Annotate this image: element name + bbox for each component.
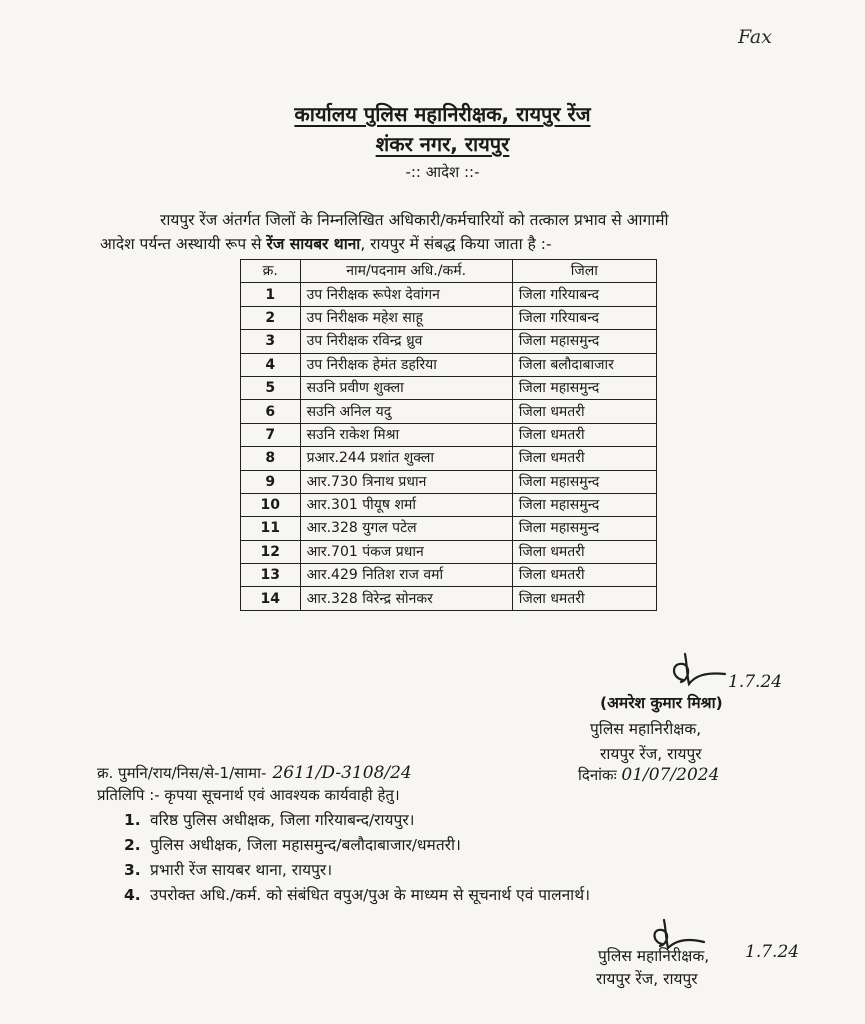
table-header-row: [241, 260, 657, 283]
cell-name: आर.730 त्रिनाथ प्रधान: [300, 470, 512, 493]
footer-designation: पुलिस महानिरीक्षक,: [598, 947, 710, 965]
cell-district: जिला धमतरी: [512, 540, 656, 563]
table-row: [241, 470, 657, 493]
cell-serial: 12: [241, 540, 301, 563]
cell-serial: 14: [241, 587, 301, 610]
intro-line-1: रायपुर रेंज अंतर्गत जिलों के निम्नलिखित अधिकारी/कर्मचारियों को तत्काल प्रभाव से आगामी: [160, 211, 669, 229]
cell-name: सउनि राकेश मिश्रा: [300, 423, 512, 446]
intro-line-2: आदेश पर्यन्त अस्थायी रूप से रेंज सायबर थाना, रायपुर में संबद्ध किया जाता है :-: [100, 235, 552, 253]
table-row: [241, 353, 657, 376]
table-row: [241, 306, 657, 329]
cell-name: सउनि अनिल यदु: [300, 400, 512, 423]
cell-name: आर.328 विरेन्द्र सोनकर: [300, 587, 512, 610]
copy-to-item: 1. वरिष्ठ पुलिस अधीक्षक, जिला गरियाबन्द/रायपुर।: [124, 811, 415, 829]
order-date: दिनांकः 01/07/2024: [578, 765, 720, 785]
cell-district: जिला महासमुन्द: [512, 376, 656, 399]
cell-district: जिला महासमुन्द: [512, 493, 656, 516]
header-name: नाम/पदनाम अधि./कर्म.: [300, 260, 512, 283]
header-serial: क्र.: [241, 260, 301, 283]
table-row: [241, 330, 657, 353]
cell-name: आर.429 नितिश राज वर्मा: [300, 564, 512, 587]
cell-name: उप निरीक्षक रूपेश देवांगन: [300, 283, 512, 306]
cell-serial: 9: [241, 470, 301, 493]
order-title: -:: आदेश ::-: [405, 163, 480, 181]
cell-serial: 8: [241, 447, 301, 470]
cell-name: उप निरीक्षक हेमंत डहरिया: [300, 353, 512, 376]
office-address: शंकर नगर, रायपुर: [375, 132, 510, 156]
table-row: [241, 376, 657, 399]
cell-district: जिला महासमुन्द: [512, 330, 656, 353]
cell-serial: 6: [241, 400, 301, 423]
cell-name: आर.701 पंकज प्रधान: [300, 540, 512, 563]
table-row: [241, 400, 657, 423]
table-row: [241, 540, 657, 563]
cell-serial: 2: [241, 306, 301, 329]
signature-date: 1.7.24: [728, 672, 783, 692]
cell-name: उप निरीक्षक महेश साहू: [300, 306, 512, 329]
header-district: जिला: [512, 260, 656, 283]
cell-district: जिला महासमुन्द: [512, 470, 656, 493]
cyber-station-emphasis: रेंज सायबर थाना: [266, 235, 361, 253]
cell-serial: 5: [241, 376, 301, 399]
footer-office: रायपुर रेंज, रायपुर: [596, 970, 698, 988]
officers-table: [240, 259, 657, 611]
cell-name: आर.301 पीयूष शर्मा: [300, 493, 512, 516]
footer-signature-date: 1.7.24: [745, 942, 800, 962]
copy-to-item: 2. पुलिस अधीक्षक, जिला महासमुन्द/बलौदाबाजार/धमतरी।: [124, 836, 461, 854]
cell-name: प्रआर.244 प्रशांत शुक्ला: [300, 447, 512, 470]
copy-to-item: 4. उपरोक्त अधि./कर्म. को संबंधित वपुअ/पुअ के माध्यम से सूचनार्थ एवं पालनार्थ।: [124, 886, 590, 904]
cell-serial: 10: [241, 493, 301, 516]
cell-district: जिला धमतरी: [512, 564, 656, 587]
table-row: [241, 447, 657, 470]
cell-district: जिला धमतरी: [512, 400, 656, 423]
table-row: [241, 423, 657, 446]
cell-serial: 7: [241, 423, 301, 446]
cell-name: आर.328 युगल पटेल: [300, 517, 512, 540]
copy-to-item: 3. प्रभारी रेंज सायबर थाना, रायपुर।: [124, 861, 333, 879]
cell-district: जिला बलौदाबाजार: [512, 353, 656, 376]
cell-name: सउनि प्रवीण शुक्ला: [300, 376, 512, 399]
cell-serial: 13: [241, 564, 301, 587]
cell-district: जिला धमतरी: [512, 447, 656, 470]
cell-district: जिला धमतरी: [512, 587, 656, 610]
table-row: [241, 517, 657, 540]
cell-serial: 3: [241, 330, 301, 353]
cell-district: जिला गरियाबन्द: [512, 306, 656, 329]
signer-designation: पुलिस महानिरीक्षक,: [590, 720, 702, 738]
signer-office: रायपुर रेंज, रायपुर: [600, 745, 702, 763]
reference-number: क्र. पुमनि/राय/निस/से-1/सामा- 2611/D-3108/24: [97, 763, 412, 783]
cell-name: उप निरीक्षक रविन्द्र ध्रुव: [300, 330, 512, 353]
signer-name: (अमरेश कुमार मिश्रा): [600, 694, 723, 712]
reference-number-value: 2611/D-3108/24: [272, 763, 412, 783]
table-row: [241, 283, 657, 306]
copy-to-label: प्रतिलिपि :- कृपया सूचनार्थ एवं आवश्यक कार्यवाही हेतु।: [97, 786, 400, 804]
cell-serial: 1: [241, 283, 301, 306]
cell-district: जिला महासमुन्द: [512, 517, 656, 540]
cell-serial: 4: [241, 353, 301, 376]
office-title: कार्यालय पुलिस महानिरीक्षक, रायपुर रेंज: [294, 102, 591, 126]
cell-district: जिला गरियाबन्द: [512, 283, 656, 306]
cell-serial: 11: [241, 517, 301, 540]
order-date-value: 01/07/2024: [621, 765, 720, 785]
handwritten-signature-icon: [665, 650, 731, 694]
cell-district: जिला धमतरी: [512, 423, 656, 446]
table-row: [241, 587, 657, 610]
fax-handwritten-mark: Fax: [738, 26, 772, 48]
table-row: [241, 493, 657, 516]
table-row: [241, 564, 657, 587]
